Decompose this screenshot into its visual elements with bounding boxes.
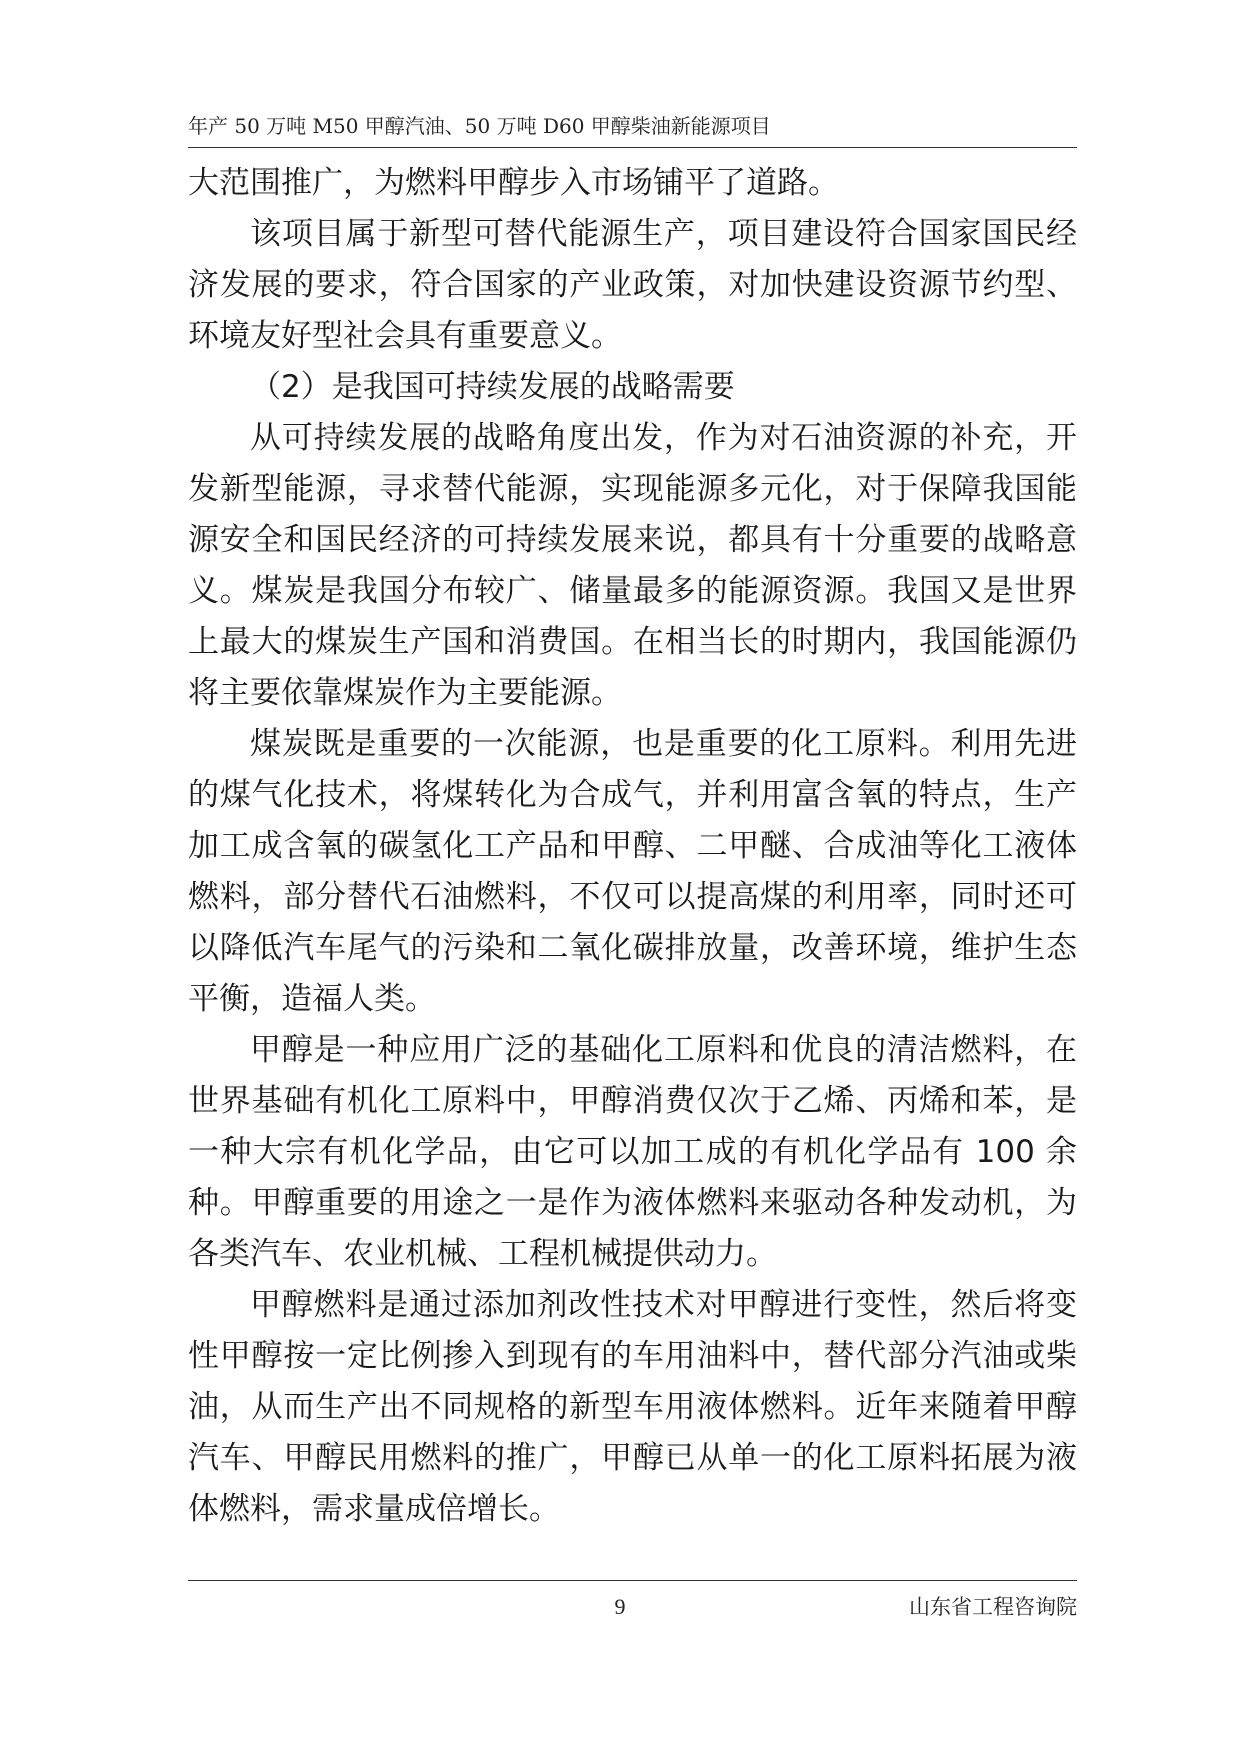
document-body bbox=[188, 158, 1077, 1535]
footer-divider bbox=[188, 1580, 1077, 1581]
footer-organization: 山东省工程咨询院 bbox=[909, 1595, 1077, 1619]
paragraph: 煤炭既是重要的一次能源，也是重要的化工原料。利用先进的煤气化技术，将煤转化为合成气，并利用富含氧的特点，生产加工成含氧的碳氢化工产品和甲醇、二甲醚、合成油等化工液体燃料，部分替代石油燃料，不仅可以提高煤的利用率，同时还可以降低汽车尾气的污染和二氧化碳排放量，改善环境，维护生态平衡，造福人类。 bbox=[188, 726, 1077, 1017]
page-number: 9 bbox=[614, 1594, 626, 1619]
paragraph: 从可持续发展的战略角度出发，作为对石油资源的补充，开发新型能源，寻求替代能源，实现能源多元化，对于保障我国能源安全和国民经济的可持续发展来说，都具有十分重要的战略意义。煤炭是我国分布较广、储量最多的能源资源。我国又是世界上最大的煤炭生产国和消费国。在相当长的时期内，我国能源仍将主要依靠煤炭作为主要能源。 bbox=[188, 420, 1077, 711]
paragraph: 该项目属于新型可替代能源生产，项目建设符合国家国民经济发展的要求，符合国家的产业政策，对加快建设资源节约型、环境友好型社会具有重要意义。 bbox=[188, 216, 1077, 354]
section-subheading: （2）是我国可持续发展的战略需要 bbox=[250, 369, 735, 405]
running-header: 年产 50 万吨 M50 甲醇汽油、50 万吨 D60 甲醇柴油新能源项目 bbox=[188, 114, 771, 138]
header-divider bbox=[188, 147, 1077, 148]
paragraph: 甲醇是一种应用广泛的基础化工原料和优良的清洁燃料，在世界基础有机化工原料中，甲醇消费仅次于乙烯、丙烯和苯，是一种大宗有机化学品，由它可以加工成的有机化学品有 100 余种。甲醇重要的用途之一是作为液体燃料来驱动各种发动机，为各类汽车、农业机械、工程机械提供动力。 bbox=[188, 1032, 1077, 1272]
paragraph: 甲醇燃料是通过添加剂改性技术对甲醇进行变性，然后将变性甲醇按一定比例掺入到现有的车用油料中，替代部分汽油或柴油，从而生产出不同规格的新型车用液体燃料。近年来随着甲醇汽车、甲醇民用燃料的推广，甲醇已从单一的化工原料拓展为液体燃料，需求量成倍增长。 bbox=[188, 1287, 1077, 1527]
paragraph-continuation: 大范围推广，为燃料甲醇步入市场铺平了道路。 bbox=[188, 165, 839, 201]
